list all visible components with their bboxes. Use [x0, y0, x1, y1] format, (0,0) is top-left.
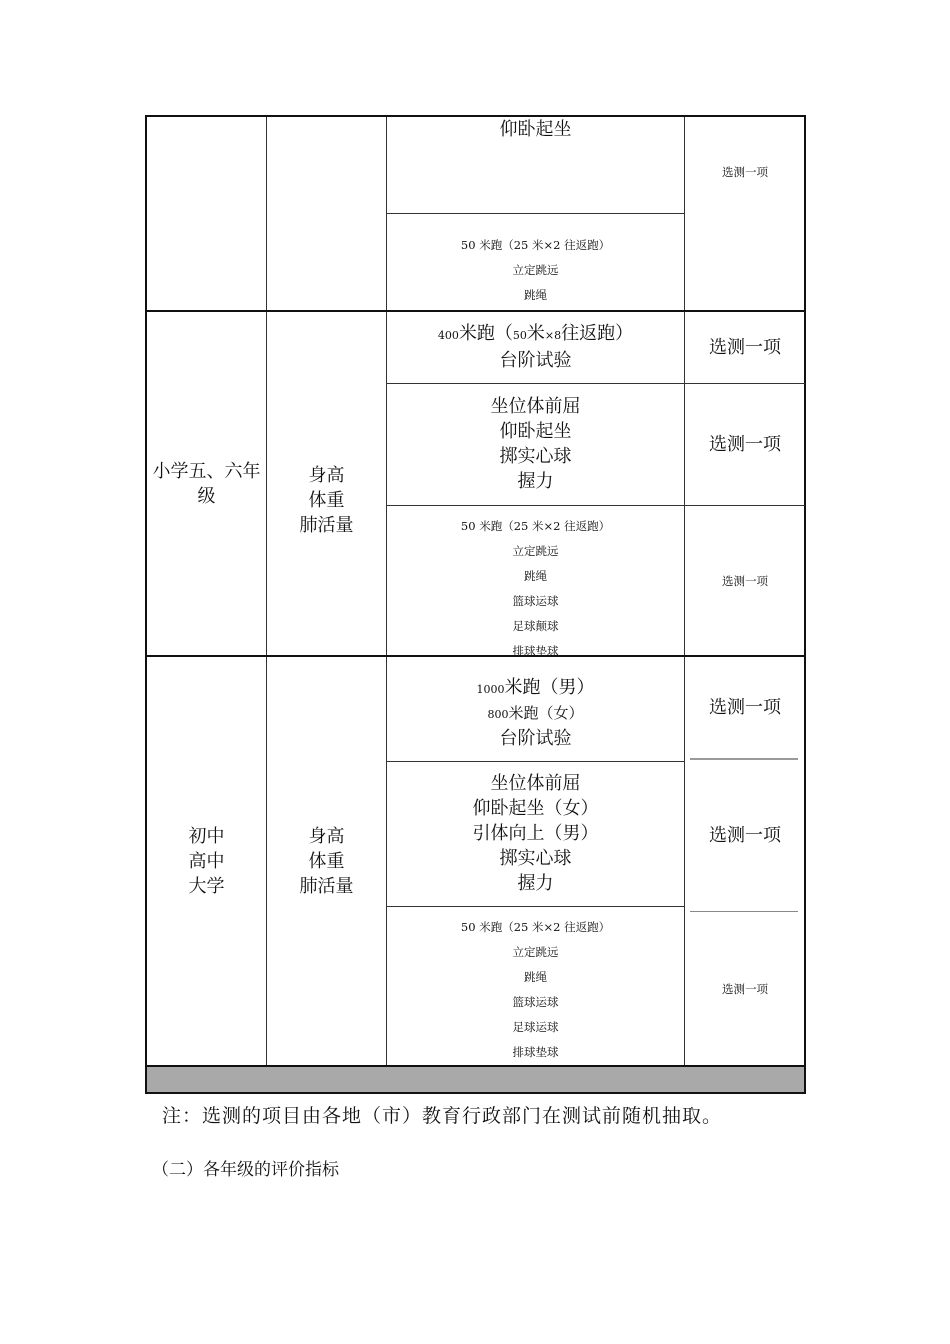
item-label: 50 米跑（25 米×2 往返跑） — [460, 920, 611, 934]
row-divider-gray — [690, 911, 798, 912]
grade-label: 小学五、六年 — [152, 460, 261, 482]
item-label: 台阶试验 — [499, 728, 572, 749]
item-label: 仰卧起坐 — [499, 421, 572, 442]
select-one-label: 选测一项 — [709, 433, 781, 455]
run-line-female — [487, 702, 583, 726]
row-divider — [387, 213, 684, 214]
item-cell — [387, 321, 684, 373]
grade-label: 大学 — [188, 875, 225, 897]
item-cell — [387, 514, 684, 655]
item-label: 足球运球 — [512, 1020, 559, 1034]
col-divider-3 — [684, 115, 685, 1066]
item-label: 50 米跑（25 米×2 往返跑） — [460, 519, 611, 533]
item-label: 排球垫球 — [512, 644, 559, 655]
row-divider — [387, 906, 684, 907]
grade-cell — [147, 312, 266, 655]
section-subheading: （二）各年级的评价指标 — [152, 1160, 339, 1180]
required-item: 肺活量 — [299, 875, 354, 897]
item-label: 足球颠球 — [512, 619, 559, 633]
distance-number: 400 — [437, 329, 459, 342]
select-one-cell — [686, 312, 804, 383]
item-label: 坐位体前屈 — [490, 396, 581, 417]
required-item: 肺活量 — [299, 514, 354, 536]
select-one-label: 选测一项 — [722, 981, 768, 996]
item-label: 跳绳 — [524, 287, 547, 302]
item-cell — [387, 673, 684, 753]
item-label: 排球垫球 — [512, 1045, 559, 1059]
select-one-label: 选测一项 — [722, 164, 768, 179]
item-label: 立定跳远 — [512, 945, 559, 959]
item-cell — [387, 915, 684, 1065]
select-one-cell — [686, 117, 804, 227]
grade-label: 初中 — [188, 825, 225, 847]
item-label: 仰卧起坐 — [499, 118, 572, 140]
item-label: 篮球运球 — [512, 995, 559, 1009]
required-item: 身高 — [308, 825, 345, 847]
item-cell — [387, 232, 684, 308]
item-label: 立定跳远 — [512, 262, 559, 277]
required-cell — [267, 345, 386, 655]
table-footer-bar — [145, 1065, 806, 1094]
table-border-right — [804, 115, 806, 1068]
item-label: 米跑（女） — [508, 704, 584, 722]
select-one-label: 选测一项 — [709, 824, 781, 846]
item-label: 坐位体前屈 — [490, 773, 581, 794]
item-label: 台阶试验 — [499, 350, 572, 371]
grade-label: 级 — [197, 485, 216, 507]
required-item: 体重 — [308, 489, 345, 511]
select-one-cell — [686, 657, 804, 757]
item-cell — [387, 770, 684, 897]
grade-cell — [147, 657, 266, 1065]
run-line — [438, 321, 633, 348]
select-one-label: 选测一项 — [709, 337, 781, 358]
required-cell — [267, 657, 386, 1065]
required-item: 体重 — [308, 850, 345, 872]
item-label: 掷实心球 — [499, 446, 572, 467]
item-label: 米跑（男） — [504, 677, 595, 698]
select-one-label: 选测一项 — [722, 573, 768, 588]
distance-number: 800 — [487, 708, 509, 721]
select-one-cell — [686, 761, 804, 909]
item-label: 跳绳 — [524, 569, 547, 583]
item-label: 跳绳 — [524, 970, 547, 984]
item-label: 握力 — [517, 873, 554, 894]
distance-number: 50 — [512, 329, 527, 342]
row-divider — [387, 761, 684, 762]
select-one-label: 选测一项 — [709, 696, 781, 718]
item-label: 仰卧起坐（女） — [472, 798, 599, 819]
table-note: 注：选测的项目由各地（市）教育行政部门在测试前随机抽取。 — [162, 1105, 723, 1127]
item-label: 掷实心球 — [499, 848, 572, 869]
item-label: 篮球运球 — [512, 594, 559, 608]
item-label: 立定跳远 — [512, 544, 559, 558]
row-divider — [387, 383, 805, 384]
item-label: 50 米跑（25 米×2 往返跑） — [460, 237, 611, 252]
select-one-cell — [686, 507, 804, 655]
grade-label: 高中 — [188, 850, 225, 872]
item-label: 往返跑） — [561, 323, 634, 344]
item-label: 引体向上（男） — [472, 823, 599, 844]
distance-number: 1000 — [476, 683, 505, 696]
select-one-cell — [686, 913, 804, 1065]
item-label: 握力 — [517, 471, 554, 492]
item-cell — [387, 117, 684, 141]
run-line-male — [477, 675, 595, 702]
item-label: 米 — [526, 323, 545, 344]
row-divider — [387, 505, 805, 506]
item-list — [387, 514, 684, 655]
multiplier: ×8 — [544, 329, 562, 342]
row-divider-gray — [690, 758, 798, 760]
item-cell — [387, 394, 684, 494]
select-one-cell — [686, 385, 804, 503]
item-label: 米跑（ — [458, 323, 513, 344]
required-item: 身高 — [308, 464, 345, 486]
